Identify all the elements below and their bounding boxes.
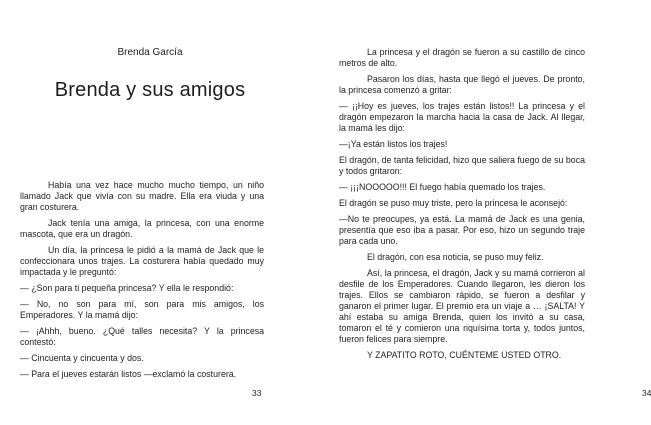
dialogue-line: —¡Ya están listos los trajes! [339,139,448,149]
dialogue-line: — ¿Son para ti pequeña princesa? Y ella le respondió: [20,283,234,293]
closing-line: Y ZAPATITO ROTO, CUÉNTEME USTED OTRO. [367,350,562,360]
right-page [300,0,651,425]
author-name: Brenda García [117,47,183,58]
story-title: Brenda y sus amigos [54,79,246,101]
right-page-body [339,47,585,366]
left-page-body [20,180,264,385]
paragraph: El dragón, con esa noticia, se puso muy feliz. [367,252,544,262]
dialogue-line: — No, no son para mí, son para mis amigos, los Emperadores. Y la mamá dijo: [20,299,264,320]
dialogue-line: — ¡¡¡NOOOOO!!! El fuego había quemado los trajes. [339,182,546,192]
left-page [0,0,300,425]
paragraph: Un día, la princesa le pidió a la mamá de Jack que le confeccionara unos trajes. La costurera había quedado muy impactada y le preguntó: [20,245,264,277]
dialogue-line: — Para el jueves estarán listos —exclamó la costurera. [20,369,237,379]
page-number: 34 [642,388,651,398]
dialogue-line: — Cincuenta y cincuenta y dos. [20,353,144,363]
dialogue-line: — ¡¡Hoy es jueves, los trajes están listos!! La princesa y el dragón empezaron la marcha hacia la casa de Jack. Al llegar, la mamá les dijo: [339,101,585,133]
paragraph: El dragón, de tanta felicidad, hizo que saliera fuego de su boca y todos gritaron: [339,155,585,176]
paragraph: Había una vez hace mucho mucho tiempo, un niño llamado Jack que vivía con su madre. Ella era viuda y una gran costurera. [20,180,264,212]
paragraph: Jack tenía una amiga, la princesa, con una enorme mascota, que era un dragón. [20,218,264,239]
paragraph: Pasaron los días, hasta que llegó el jueves. De pronto, la princesa comenzó a gritar: [339,74,585,95]
paragraph: La princesa y el dragón se fueron a su castillo de cinco metros de alto. [339,47,585,68]
paragraph: Así, la princesa, el dragón, Jack y su mamá corrieron al desfile de los Emperadores. Cuando llegaron, les dieron los trajes. Ellos se cambiaron rápido, se fueron a desfilar y ganaron el primer lugar. El premio era un viaje a … ¡SALTA! Y ahí estaba su amiga Brenda, quien los invitó a su casa, tomaron el té y comieron una riquísima torta y, todos juntos, fueron felices para siempre. [339,268,585,344]
page-number: 33 [252,388,262,398]
dialogue-line: — ¡Ahhh, bueno. ¿Qué talles necesita? Y la princesa contestó: [20,326,264,347]
dialogue-line: —No te preocupes, ya está. La mamá de Jack es una genia, presentía que eso iba a pasar. Por eso, hizo un segundo traje para cada uno. [339,214,585,246]
paragraph: El dragón se puso muy triste, pero la princesa le aconsejó: [339,198,568,208]
